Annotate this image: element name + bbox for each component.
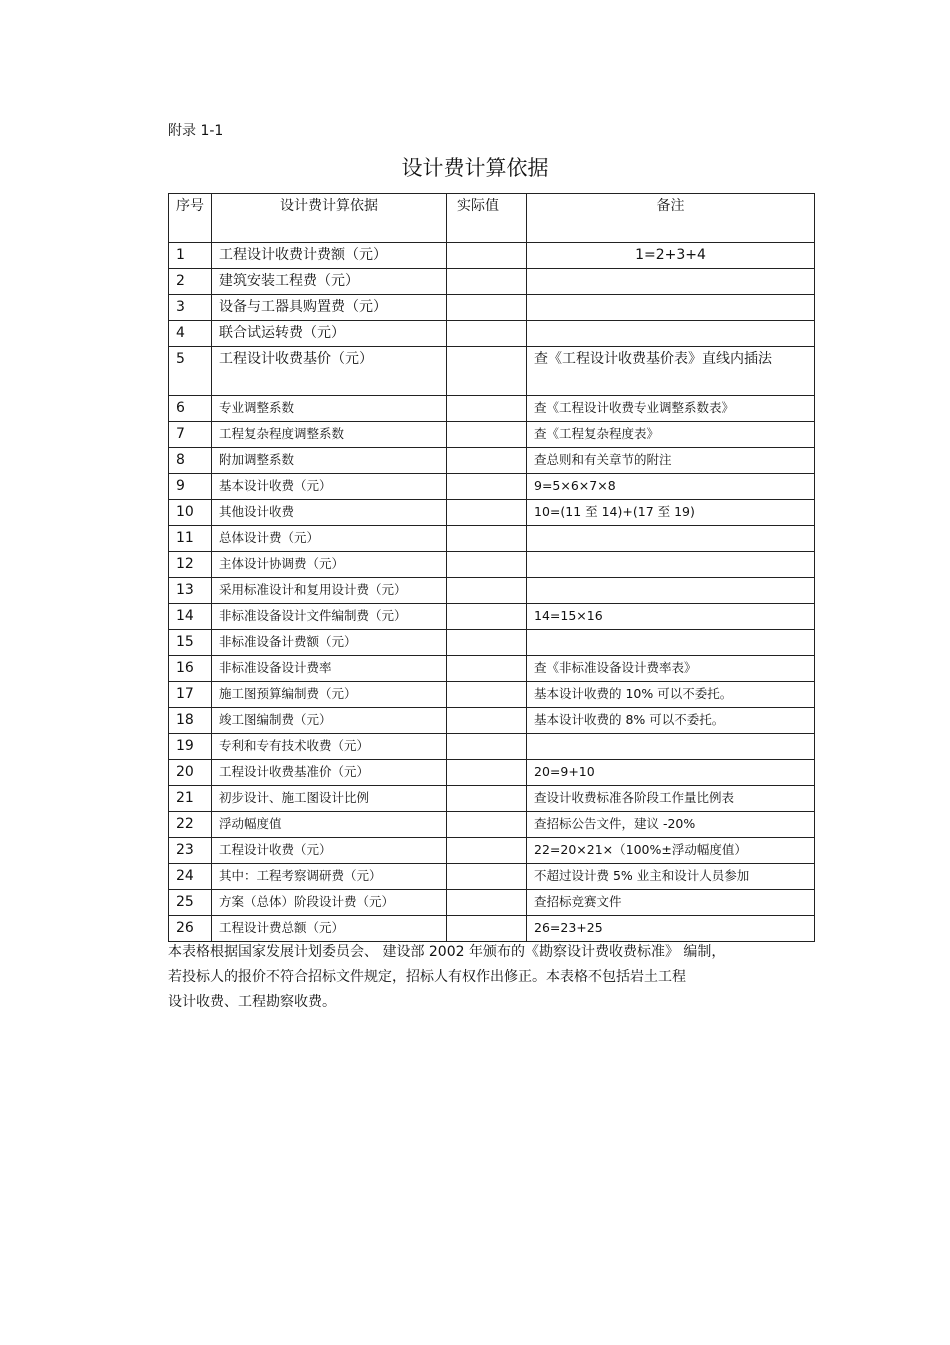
- row-number: 13: [169, 578, 212, 604]
- table-row: [169, 552, 815, 578]
- row-note: 查《工程复杂程度表》: [527, 422, 815, 448]
- row-number: 7: [169, 422, 212, 448]
- row-actual-value: [447, 786, 527, 812]
- row-note: [527, 269, 815, 295]
- table-row: [169, 295, 815, 321]
- row-note: 基本设计收费的 10% 可以不委托。: [527, 682, 815, 708]
- row-basis: 建筑安装工程费（元）: [212, 269, 447, 295]
- row-note: [527, 321, 815, 347]
- row-actual-value: [447, 396, 527, 422]
- table-row: [169, 448, 815, 474]
- row-actual-value: [447, 448, 527, 474]
- row-basis: 工程设计收费（元）: [212, 838, 447, 864]
- row-actual-value: [447, 864, 527, 890]
- footer-note: [168, 940, 798, 1015]
- row-note: [527, 295, 815, 321]
- table-row: [169, 760, 815, 786]
- row-note: 查招标公告文件，建议 -20%: [527, 812, 815, 838]
- row-basis: 联合试运转费（元）: [212, 321, 447, 347]
- row-actual-value: [447, 526, 527, 552]
- header-actual: 实际值: [447, 194, 527, 243]
- row-note: 20=9+10: [527, 760, 815, 786]
- row-actual-value: [447, 243, 527, 269]
- row-note: 不超过设计费 5% 业主和设计人员参加: [527, 864, 815, 890]
- row-actual-value: [447, 630, 527, 656]
- row-number: 23: [169, 838, 212, 864]
- row-basis: 非标准设备计费额（元）: [212, 630, 447, 656]
- row-note: [527, 630, 815, 656]
- row-note: 26=23+25: [527, 916, 815, 942]
- row-basis: 基本设计收费（元）: [212, 474, 447, 500]
- table-row: [169, 578, 815, 604]
- row-note: [527, 526, 815, 552]
- row-note: [527, 734, 815, 760]
- row-basis: 其他设计收费: [212, 500, 447, 526]
- footer-line-3: 设计收费、工程勘察收费。: [168, 994, 336, 1010]
- row-number: 11: [169, 526, 212, 552]
- table-header-row: [169, 194, 815, 243]
- row-note: 10=(11 至 14)+(17 至 19): [527, 500, 815, 526]
- row-note: 查招标竞赛文件: [527, 890, 815, 916]
- row-number: 21: [169, 786, 212, 812]
- row-basis: 工程设计收费基准价（元）: [212, 760, 447, 786]
- design-fee-table: [168, 193, 815, 942]
- row-basis: 其中：工程考察调研费（元）: [212, 864, 447, 890]
- row-actual-value: [447, 295, 527, 321]
- table-row: [169, 630, 815, 656]
- row-actual-value: [447, 474, 527, 500]
- row-basis: 浮动幅度值: [212, 812, 447, 838]
- row-number: 10: [169, 500, 212, 526]
- row-basis: 采用标准设计和复用设计费（元）: [212, 578, 447, 604]
- table-row: [169, 864, 815, 890]
- row-number: 19: [169, 734, 212, 760]
- row-actual-value: [447, 656, 527, 682]
- document-title: 设计费计算依据: [401, 156, 549, 180]
- row-number: 9: [169, 474, 212, 500]
- row-number: 12: [169, 552, 212, 578]
- table-row: [169, 269, 815, 295]
- row-number: 22: [169, 812, 212, 838]
- row-basis: 工程设计收费计费额（元）: [212, 243, 447, 269]
- row-basis: 设备与工器具购置费（元）: [212, 295, 447, 321]
- row-actual-value: [447, 734, 527, 760]
- row-number: 26: [169, 916, 212, 942]
- row-note: 查《非标准设备设计费率表》: [527, 656, 815, 682]
- row-number: 4: [169, 321, 212, 347]
- row-basis: 非标准设备设计文件编制费（元）: [212, 604, 447, 630]
- row-actual-value: [447, 269, 527, 295]
- row-note: 9=5×6×7×8: [527, 474, 815, 500]
- row-number: 14: [169, 604, 212, 630]
- row-actual-value: [447, 708, 527, 734]
- row-basis: 工程复杂程度调整系数: [212, 422, 447, 448]
- row-number: 18: [169, 708, 212, 734]
- row-actual-value: [447, 760, 527, 786]
- row-actual-value: [447, 422, 527, 448]
- row-number: 3: [169, 295, 212, 321]
- row-actual-value: [447, 916, 527, 942]
- table-row: [169, 708, 815, 734]
- table-row: [169, 243, 815, 269]
- row-basis: 方案（总体）阶段设计费（元）: [212, 890, 447, 916]
- table-row: [169, 734, 815, 760]
- row-number: 25: [169, 890, 212, 916]
- row-actual-value: [447, 890, 527, 916]
- row-actual-value: [447, 500, 527, 526]
- row-basis: 工程设计收费基价（元）: [212, 347, 447, 396]
- row-basis: 工程设计费总额（元）: [212, 916, 447, 942]
- row-basis: 专业调整系数: [212, 396, 447, 422]
- row-note: 查总则和有关章节的附注: [527, 448, 815, 474]
- table-row: [169, 838, 815, 864]
- row-basis: 附加调整系数: [212, 448, 447, 474]
- row-basis: 施工图预算编制费（元）: [212, 682, 447, 708]
- row-actual-value: [447, 812, 527, 838]
- row-number: 24: [169, 864, 212, 890]
- table-row: [169, 682, 815, 708]
- table-row: [169, 656, 815, 682]
- row-note: [527, 578, 815, 604]
- table-row: [169, 890, 815, 916]
- row-basis: 总体设计费（元）: [212, 526, 447, 552]
- row-note: [527, 552, 815, 578]
- row-note: 22=20×21×（100%±浮动幅度值）: [527, 838, 815, 864]
- row-note: 基本设计收费的 8% 可以不委托。: [527, 708, 815, 734]
- row-actual-value: [447, 347, 527, 396]
- row-basis: 主体设计协调费（元）: [212, 552, 447, 578]
- appendix-label: 附录 1-1: [168, 123, 224, 139]
- row-basis: 非标准设备设计费率: [212, 656, 447, 682]
- footer-line-1: 本表格根据国家发展计划委员会、 建设部 2002 年颁布的《勘察设计费收费标准》 编制，: [168, 944, 726, 960]
- row-basis: 初步设计、施工图设计比例: [212, 786, 447, 812]
- table-row: [169, 474, 815, 500]
- table-row: [169, 526, 815, 552]
- table-row: [169, 321, 815, 347]
- table-row: [169, 812, 815, 838]
- row-number: 2: [169, 269, 212, 295]
- table-row: [169, 500, 815, 526]
- table-row: [169, 786, 815, 812]
- row-number: 5: [169, 347, 212, 396]
- header-note: 备注: [527, 194, 815, 243]
- table-row: [169, 347, 815, 396]
- footer-line-2: 若投标人的报价不符合招标文件规定，招标人有权作出修正。本表格不包括岩土工程: [168, 969, 686, 985]
- row-note: 14=15×16: [527, 604, 815, 630]
- row-note: 1=2+3+4: [527, 243, 815, 269]
- row-actual-value: [447, 578, 527, 604]
- row-number: 1: [169, 243, 212, 269]
- row-actual-value: [447, 838, 527, 864]
- table-row: [169, 604, 815, 630]
- row-basis: 竣工图编制费（元）: [212, 708, 447, 734]
- row-note: 查设计收费标准各阶段工作量比例表: [527, 786, 815, 812]
- row-actual-value: [447, 321, 527, 347]
- row-note: 查《工程设计收费基价表》直线内插法: [527, 347, 815, 396]
- row-basis: 专利和专有技术收费（元）: [212, 734, 447, 760]
- row-actual-value: [447, 682, 527, 708]
- table-row: [169, 422, 815, 448]
- row-actual-value: [447, 604, 527, 630]
- row-number: 20: [169, 760, 212, 786]
- header-no: 序号: [169, 194, 212, 243]
- table-row: [169, 916, 815, 942]
- table-row: [169, 396, 815, 422]
- row-number: 16: [169, 656, 212, 682]
- row-number: 15: [169, 630, 212, 656]
- row-number: 6: [169, 396, 212, 422]
- row-number: 8: [169, 448, 212, 474]
- row-number: 17: [169, 682, 212, 708]
- header-basis: 设计费计算依据: [212, 194, 447, 243]
- row-note: 查《工程设计收费专业调整系数表》: [527, 396, 815, 422]
- row-actual-value: [447, 552, 527, 578]
